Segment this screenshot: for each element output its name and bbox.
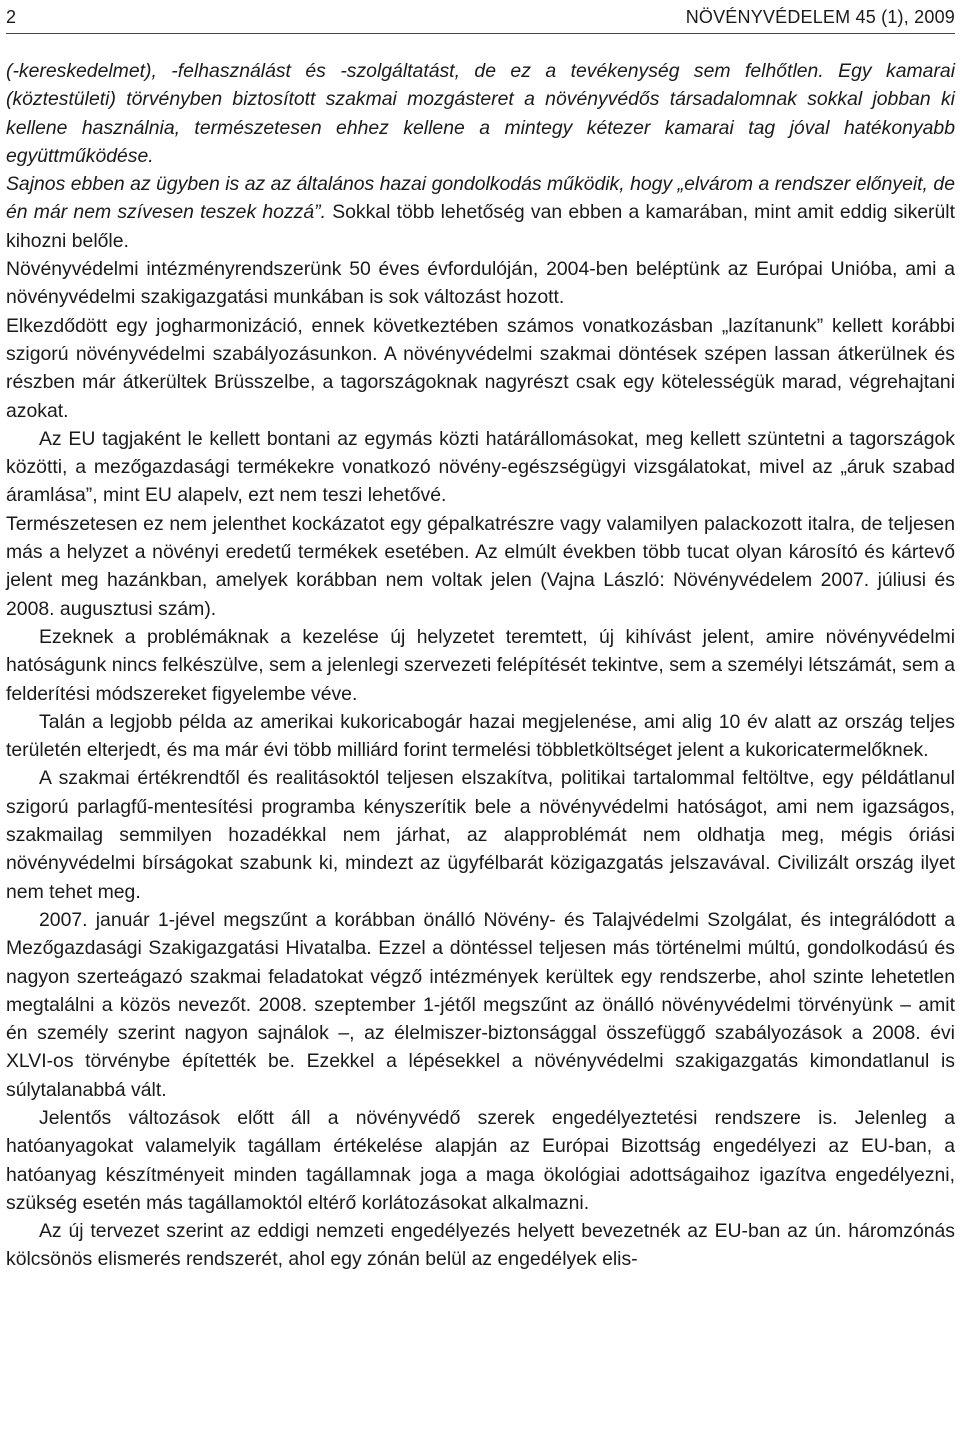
running-header	[6, 4, 955, 30]
journal-reference: NÖVÉNYVÉDELEM 45 (1), 2009	[685, 7, 955, 27]
paragraph-12: Az új tervezet szerint az eddigi nemzeti engedélyezés helyett bevezetnék az EU-ban az ún. háromzónás kölcsönös elismerés rendszerét, ahol egy zónán belül az engedélyek elis-	[6, 1220, 955, 1271]
paragraph-9: A szakmai értékrendtől és realitásoktól teljesen elszakítva, politikai tartalommal feltöltve, egy példátlanul szigorú parlagfű-mentesítési programba kényszerítik bele a növényvédelmi hatóságot, ami nem igazságos, szakmailag semmilyen hozadékkal nem járhat, az alapproblémát nem oldhatja meg, mégis óriási növényvédelmi bírságokat szabunk ki, mindezt az ügyfélbarát közigazgatás jelszavával. Civilizált ország ilyet nem tehet meg.	[6, 767, 955, 903]
paragraph-10: 2007. január 1-jével megszűnt a korábban önálló Növény- és Talajvédelmi Szolgálat, és integrálódott a Mezőgazdasági Szakigazgatási Hivatalba. Ezzel a döntéssel teljesen más történelmi múltú, gondolkodású és nagyon szerteágazó szakmai feladatokat végző intézmények kerültek egy rendszerbe, ahol szinte lehetetlen megtalálni a közös nevezőt. 2008. szeptember 1-jétől megszűnt az önálló növényvédelmi törvényünk – amit én személy szerint nagyon sajnálok –, az élelmiszer-biztonsággal összefüggő szabályozások a 2008. évi XLVI-os törvénybe építették be. Ezekkel a lépésekkel a növényvédelmi szakigazgatás kimondatlanul is súlytalanabbá vált.	[6, 908, 955, 1101]
header-divider	[6, 33, 955, 34]
page-number: 2	[6, 7, 17, 27]
paragraph-11: Jelentős változások előtt áll a növényvédő szerek engedélyeztetési rendszere is. Jelenleg a hatóanyagokat valamelyik tagállam értékelése alapján az Európai Bizottság engedélyezi az EU-ban, a hatóanyag készítményeit minden tagállamnak joga a maga ökológiai adottságaihoz igazítva engedélyezni, szükség esetén más tagállamoktól eltérő korlátozásokat alkalmazni.	[6, 1106, 955, 1214]
paragraph-6: Természetesen ez nem jelenthet kockázatot egy gépalkatrészre vagy valamilyen palackozott italra, de teljesen más a helyzet a növényi eredetű termékek esetében. Az elmúlt években több tucat olyan károsító és kártevő jelent meg hazánkban, amelyek korábban nem voltak jelen (Vajna László: Növényvédelem 2007. júliusi és 2008. augusztusi szám).	[6, 512, 955, 620]
article-body	[6, 57, 955, 1274]
paragraph-2	[6, 170, 955, 255]
paragraph-1: (-kereskedelmet), -felhasználást és -szolgáltatást, de ez a tevékenység sem felhőtlen. Egy kamarai (köztestületi) törvényben biztosított szakmai mozgásteret a növényvédős társadalomnak sokkal jobban ki kellene használnia, természetesen ehhez kellene a mintegy kétezer kamarai tag jóval hatékonyabb együttműködése.	[6, 60, 955, 167]
paragraph-8: Talán a legjobb példa az amerikai kukoricabogár hazai megjelenése, ami alig 10 év alatt az ország teljes területén elterjedt, és ma már évi több milliárd forint termelési többletköltséget jelent a kukoricatermelőknek.	[6, 710, 955, 762]
document-page	[6, 0, 955, 1435]
paragraph-2-regular: Sokkal több lehetőség van ebben a kamarában, mint amit eddig sikerült kihozni belőle.	[6, 201, 955, 252]
paragraph-3: Növényvédelmi intézményrendszerünk 50 éves évfordulóján, 2004-ben beléptünk az Európai Unióba, ami a növényvédelmi szakigazgatási munkában is sok változást hozott.	[6, 258, 955, 309]
paragraph-7: Ezeknek a problémáknak a kezelése új helyzetet teremtett, új kihívást jelent, amire növényvédelmi hatóságunk nincs felkészülve, sem a jelenlegi szervezeti felépítését tekintve, sem a személyi létszámát, sem a felderítési módszereket figyelembe véve.	[6, 625, 955, 705]
paragraph-2-italic: Sajnos ebben az ügyben is az az általános hazai gondolkodás működik, hogy „elvárom a rendszer előnyeit, de én már nem szívesen teszek hozzá”.	[6, 173, 955, 224]
paragraph-5: Az EU tagjaként le kellett bontani az egymás közti határállomásokat, meg kellett szüntetni a tagországok közötti, a mezőgazdasági termékekre vonatkozó növény-egészségügyi vizsgálatokat, mivel az „áruk szabad áramlása”, mint EU alapelv, ezt nem teszi lehetővé.	[6, 427, 955, 507]
paragraph-4: Elkezdődött egy jogharmonizáció, ennek következtében számos vonatkozásban „lazítanunk” kellett korábbi szigorú növényvédelmi szabályozásunkon. A növényvédelmi szakmai döntések szépen lassan átkerülnek és részben már átkerültek Brüsszelbe, a tagországoknak nagyrészt csak egy kötelességük marad, végrehajtani azokat.	[6, 314, 955, 422]
